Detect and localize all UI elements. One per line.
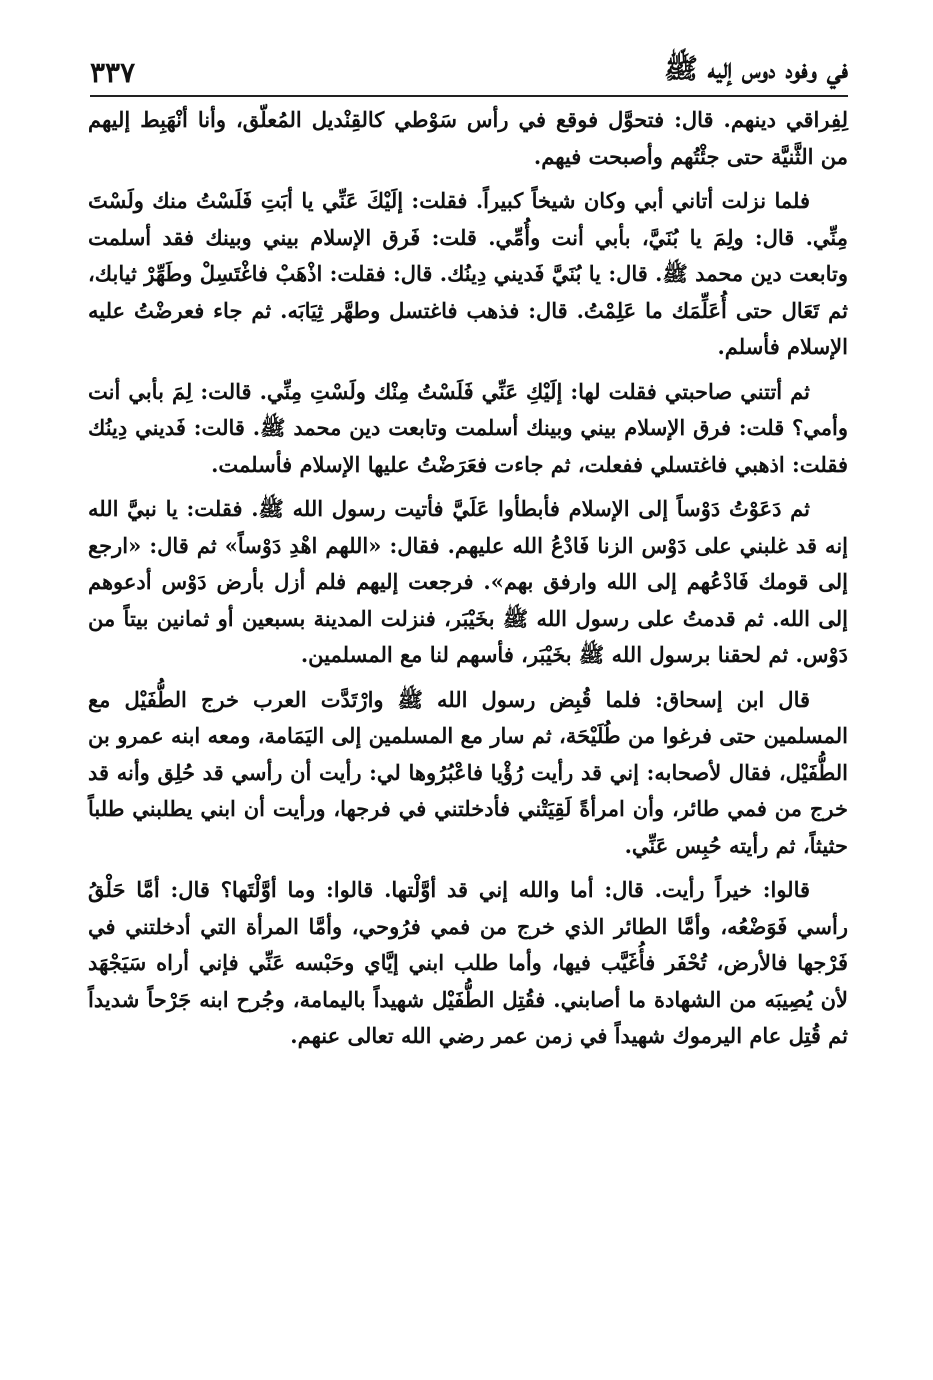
paragraph-6: قالوا: خيراً رأيت. قال: أما والله إني قد أوَّلْتها. قالوا: وما أوَّلْتَها؟ قال: أمَّا حَلْقُ رأسي فَوَضْعُه، وأمَّا الطائر الذي خرج من فمي فرُوحي، وأمَّا المرأة التي أدخلتني في فَرْجها فالأرض، تُحْفَر فأُغَيَّب فيها، وأما طلب ابني إيَّاي وحَبْسه عَنِّي فإني أراه سَيَجْهَد لأن يُصِيبَه من الشهادة ما أصابني. فقُتِل الطُّفَيْل شهيداً باليمامة، وجُرح ابنه جَرْحاً شديداً ثم قُتِل عام اليرموك شهيداً في زمن عمر رضي الله تعالى عنهم.	[88, 877, 848, 1048]
header-divider	[90, 95, 848, 97]
page-number: ٣٣٧	[90, 55, 136, 89]
paragraph-5: قال ابن إسحاق: فلما قُبِض رسول الله ﷺ وارْتَدَّت العرب خرج الطُّفَيْل مع المسلمين حتى فرغوا من طُلَيْحَة، ثم سار مع المسلمين إلى اليَمَامة، ومعه ابنه عمرو بن الطُّفَيْل، فقال لأصحابه: إني قد رأيت رُؤْيا فاعْبُرُوها لي: رأيت أن رأسي قد حُلِق وأنه قد خرج من فمي طائر، وأن امرأةً لَقِيَتْني فأدخلتني في فرجها، ورأيت أن ابني يطلبني طلباً حثيثاً، ثم رأيته حُبِس عَنِّي.	[88, 686, 848, 858]
paragraph-2: فلما نزلت أتاني أبي وكان شيخاً كبيراً. فقلت: إلَيْكَ عَنِّي يا أبَتِ فَلَسْتُ منك ولَسْتَ مِنِّي. قال: ولِمَ يا بُنَيَّ، بأبي أنت وأُمِّي. قلت: فَرق الإسلام بيني وبينك فقد أسلمت وتابعت دين محمد ﷺ. قال: يا بُنَيَّ فَديني دِينُك. قال: فقلت: اذْهَبْ فاغْتَسِلْ وطَهِّرْ ثيابك، ثم تَعَال حتى أُعَلِّمَك ما عَلِمْتُ. قال: فذهب فاغتسل وطهَّر ثِيَابَه. ثم جاء فعرضْتُ عليه الإسلام فأسلم.	[88, 188, 848, 359]
chapter-title: في وفود دوس إليه ﷺ	[664, 52, 848, 85]
running-header	[90, 50, 848, 94]
paragraph-1: لِفِراقي دينهم. قال: فتحوَّل فوقع في رأس سَوْطي كالقِنْديل المُعلّق، وأنا أنْهَبِط إليهم من الثَّنيَّة حتى جئْتُهم وأصبحت فيهم.	[88, 107, 848, 169]
paragraph-4: ثم دَعَوْتُ دَوْساً إلى الإسلام فأبطأوا عَلَيَّ فأتيت رسول الله ﷺ. فقلت: يا نبيَّ الله إنه قد غلبني على دَوْس الزنا فَادْعُ الله عليهم. فقال: «اللهم اهْدِ دَوْساً» ثم قال: «ارجع إلى قومك فَادْعُهم إلى الله وارفق بهم». فرجعت إليهم فلم أزل بأرض دَوْس أدعوهم إلى الله. ثم قدمتُ على رسول الله ﷺ بخَيْبَر، فنزلت المدينة بسبعين أو ثمانين بيتاً من دَوْس. ثم لحقنا برسول الله ﷺ بخَيْبَر، فأسهم لنا مع المسلمين.	[88, 496, 848, 667]
body-text	[88, 102, 848, 1063]
paragraph-3: ثم أتتني صاحبتي فقلت لها: إلَيْكِ عَنِّي فَلَسْتُ مِنْك ولَسْتِ مِنِّي. قالت: لِمَ بأبي أنت وأمي؟ قلت: فرق الإسلام بيني وبينك أسلمت وتابعت دين محمد ﷺ. قالت: فَديني دِينُك فقلت: اذهبي فاغتسلي ففعلت، ثم جاءت فعَرَضْتُ عليها الإسلام فأسلمت.	[88, 378, 848, 477]
